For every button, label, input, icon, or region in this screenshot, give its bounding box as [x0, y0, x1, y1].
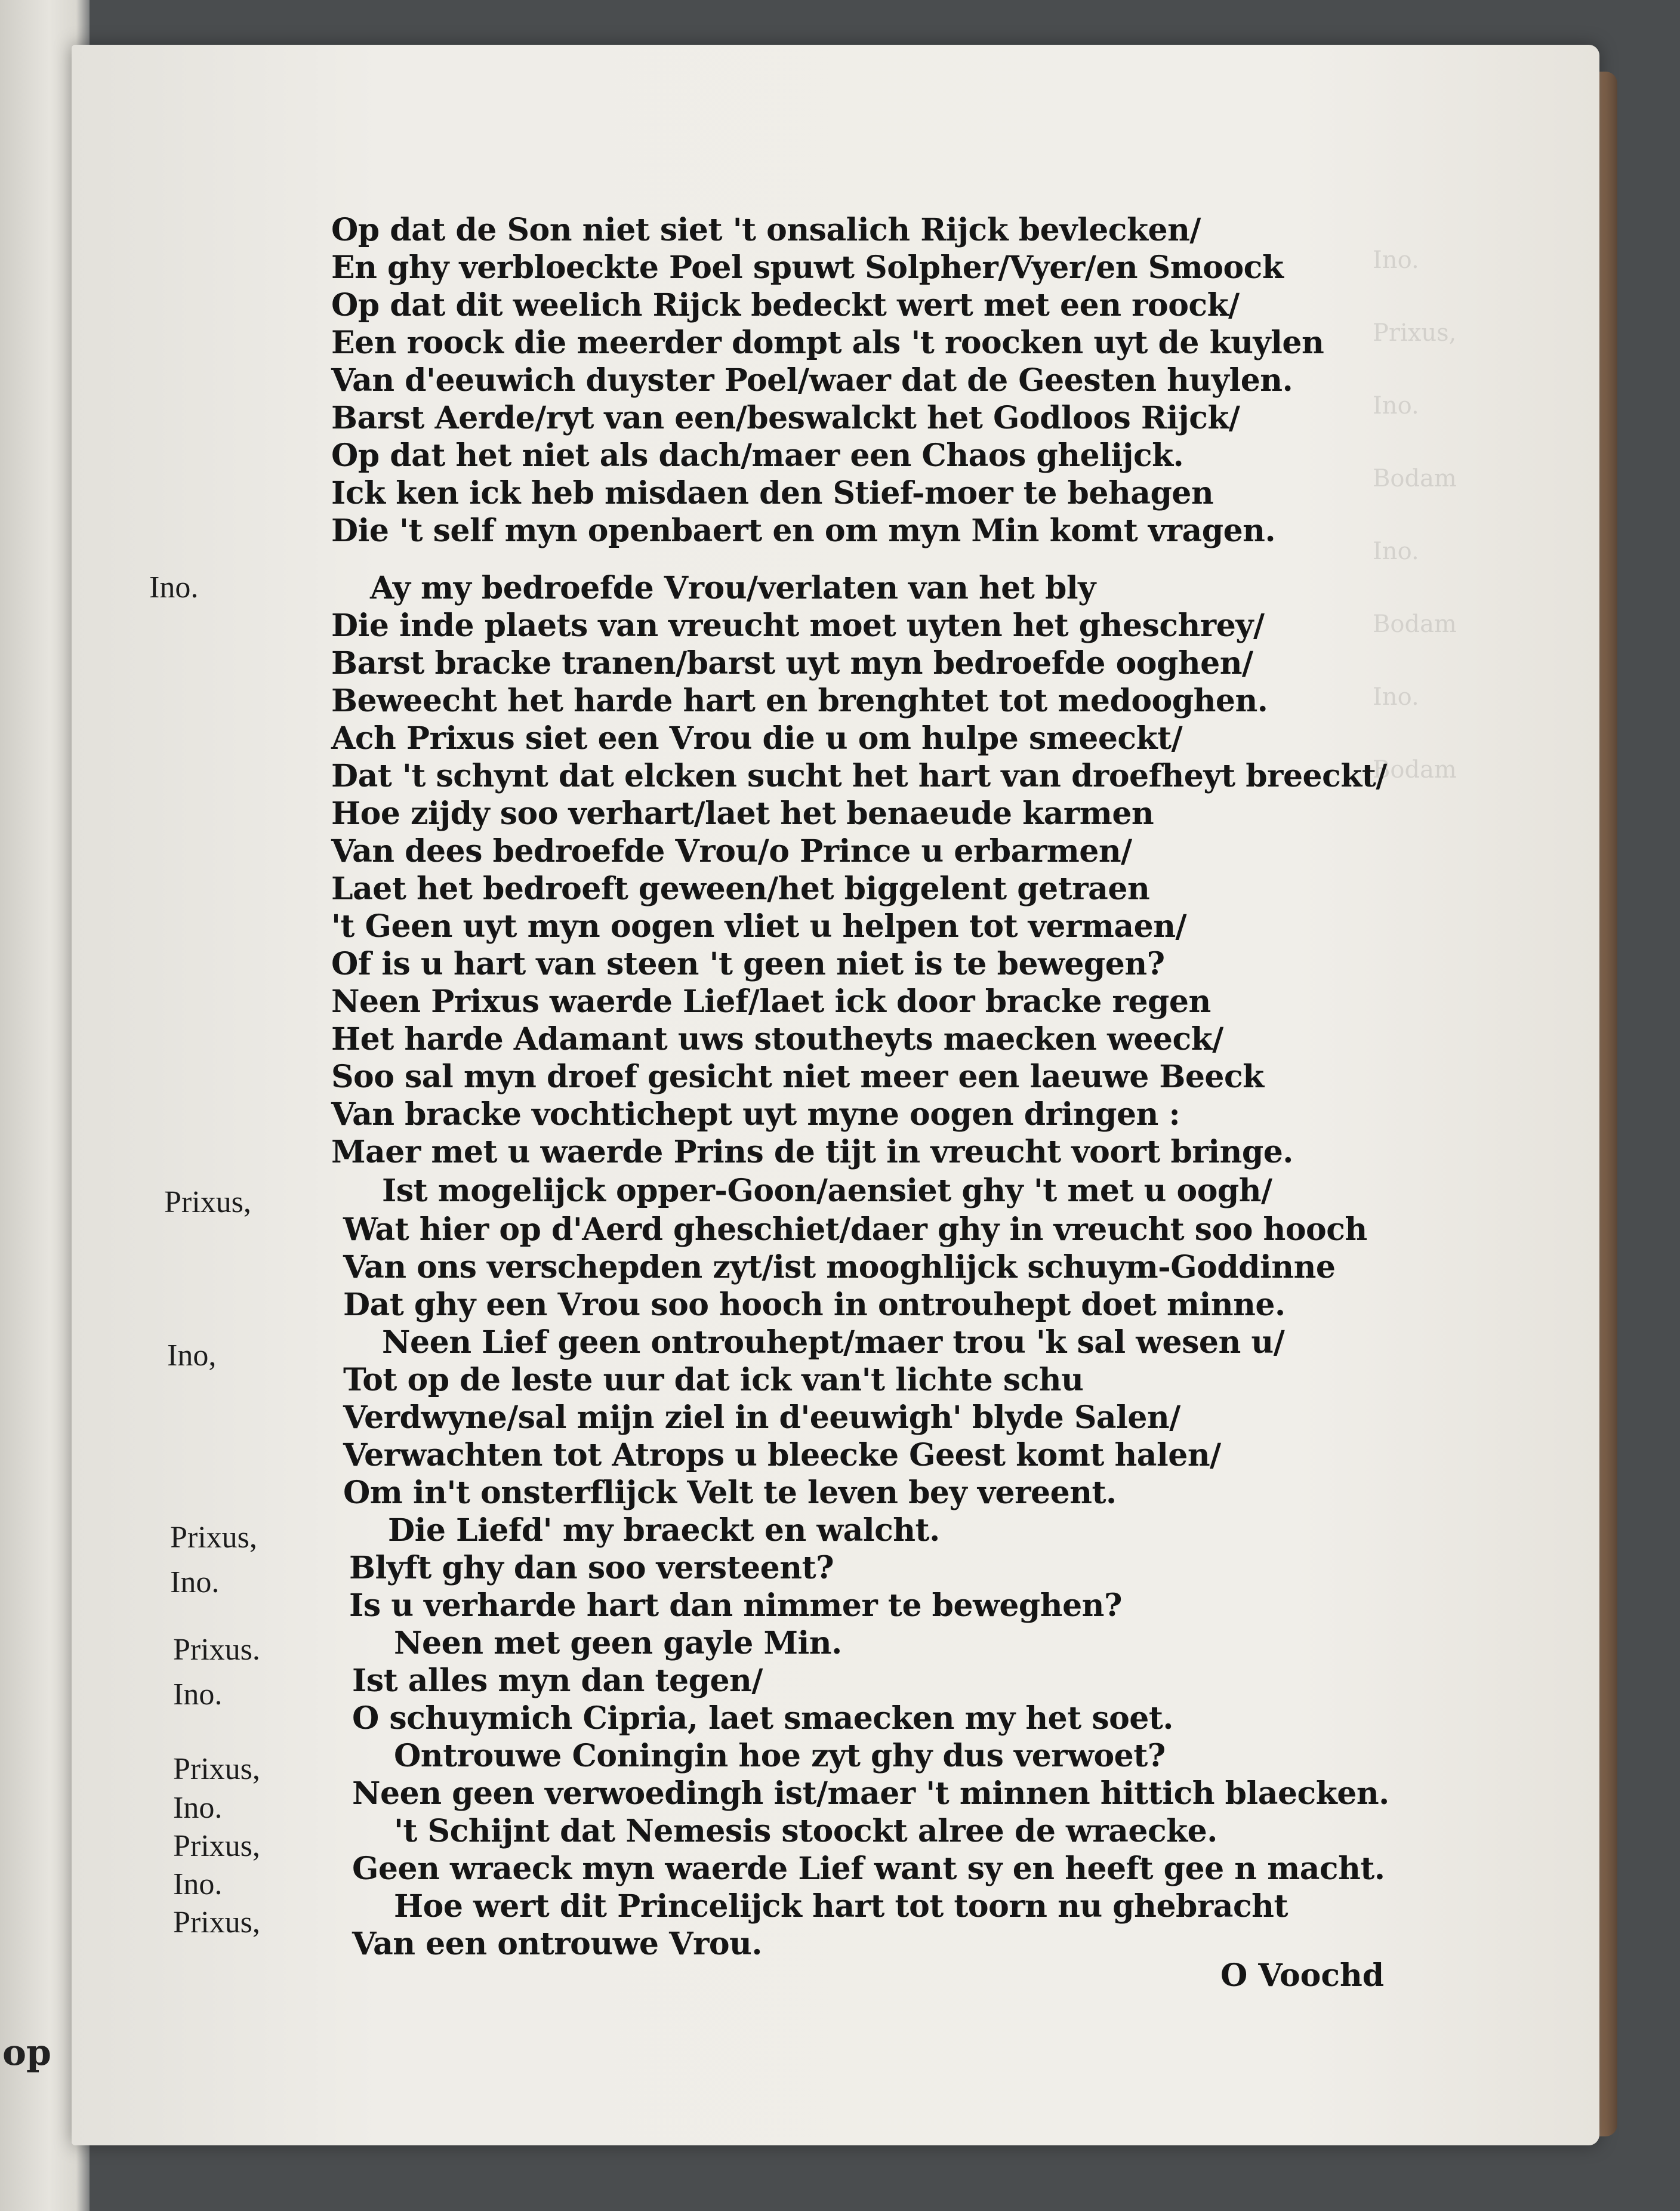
verse-line: Ist alles myn dan tegen/: [352, 1663, 763, 1699]
verse-line: Barst bracke tranen/barst uyt myn bedroefde ooghen/: [331, 645, 1253, 682]
speaker-name: Prixus,: [173, 1829, 260, 1863]
verse-line: En ghy verbloeckte Poel spuwt Solpher/Vyer/en Smoock: [331, 249, 1284, 286]
show-through-line: Ino.: [1373, 538, 1419, 565]
speaker-name: Ino.: [149, 571, 199, 605]
verse-line: Neen geen verwoedingh ist/maer 't minnen hittich blaecken.: [352, 1775, 1389, 1812]
verse-line: Soo sal myn droef gesicht niet meer een laeuwe Beeck: [331, 1059, 1264, 1095]
verse-line: Ontrouwe Coningin hoe zyt ghy dus verwoet?: [394, 1738, 1166, 1774]
verse-line: Wat hier op d'Aerd gheschiet/daer ghy in vreucht soo hooch: [343, 1211, 1367, 1248]
verse-line: Hoe wert dit Princelijck hart tot toorn nu ghebracht: [394, 1888, 1288, 1925]
verse-line: Barst Aerde/ryt van een/beswalckt het Godloos Rijck/: [331, 400, 1240, 436]
speaker-name: Prixus,: [164, 1185, 251, 1219]
verse-line: Ay my bedroefde Vrou/verlaten van het bly: [370, 570, 1096, 606]
verse-line: Tot op de leste uur dat ick van't lichte schu: [343, 1362, 1084, 1398]
show-through-line: Ino.: [1373, 246, 1419, 274]
verse-line: Blyft ghy dan soo versteent?: [349, 1550, 834, 1586]
verse-line: Neen Prixus waerde Lief/laet ick door bracke regen: [331, 983, 1211, 1020]
show-through-line: Prixus,: [1373, 319, 1457, 347]
verse-line: Het harde Adamant uws stoutheyts maecken weeck/: [331, 1021, 1223, 1057]
verse-line: Dat ghy een Vrou soo hooch in ontrouhept doet minne.: [343, 1287, 1286, 1323]
verse-line: Van een ontrouwe Vrou.: [352, 1926, 762, 1962]
speaker-name: Prixus,: [170, 1521, 257, 1555]
verse-line: Neen Lief geen ontrouhept/maer trou 'k sal wesen u/: [382, 1324, 1285, 1361]
speaker-name: Prixus.: [173, 1633, 260, 1667]
verse-line: Beweecht het harde hart en brenghtet tot medooghen.: [331, 683, 1268, 719]
verse-line: Om in't onsterflijck Velt te leven bey vereent.: [343, 1475, 1117, 1511]
verse-line: Ick ken ick heb misdaen den Stief-moer te behagen: [331, 475, 1214, 511]
verse-line: Van ons verschepden zyt/ist mooghlijck schuym-Goddinne: [343, 1249, 1336, 1285]
verse-line: Verwachten tot Atrops u bleecke Geest komt halen/: [343, 1437, 1221, 1473]
verse-line: Of is u hart van steen 't geen niet is te bewegen?: [331, 946, 1165, 982]
verse-line: Op dat de Son niet siet 't onsalich Rijck bevlecken/: [331, 212, 1201, 248]
verse-line: O schuymich Cipria, laet smaecken my het soet.: [352, 1700, 1173, 1737]
speaker-name: Prixus,: [173, 1905, 260, 1939]
catchword: O Voochd: [1220, 1957, 1385, 1994]
show-through-text: [1349, 224, 1576, 2014]
verse-line: Van bracke vochtichept uyt myne oogen dringen :: [331, 1096, 1180, 1133]
verse-line: 't Geen uyt myn oogen vliet u helpen tot vermaen/: [331, 908, 1186, 945]
verse-line: Is u verharde hart dan nimmer te beweghen?: [349, 1587, 1122, 1624]
verse-line: Laet het bedroeft geween/het biggelent getraen: [331, 871, 1150, 907]
verse-line: Van d'eeuwich duyster Poel/waer dat de Geesten huylen.: [331, 362, 1293, 399]
verse-line: Ach Prixus siet een Vrou die u om hulpe smeeckt/: [331, 720, 1183, 757]
show-through-line: Bodam: [1373, 610, 1457, 638]
verse-line: Van dees bedroefde Vrou/o Prince u erbarmen/: [331, 833, 1132, 869]
verse-line: Neen met geen gayle Min.: [394, 1625, 842, 1661]
verse-line: Maer met u waerde Prins de tijt in vreucht voort bringe.: [331, 1134, 1293, 1170]
verse-line: Verdwyne/sal mijn ziel in d'eeuwigh' blyde Salen/: [343, 1399, 1180, 1436]
show-through-line: Ino.: [1373, 392, 1419, 420]
show-through-line: Bodam: [1373, 465, 1457, 492]
verse-line: Op dat het niet als dach/maer een Chaos ghelijck.: [331, 437, 1184, 474]
verse-line: 't Schijnt dat Nemesis stoockt alree de wraecke.: [394, 1813, 1217, 1849]
verse-line: Op dat dit weelich Rijck bedeckt wert met een roock/: [331, 287, 1240, 323]
speaker-name: Ino,: [167, 1339, 217, 1373]
left-page-fragment: op: [2, 2032, 51, 2074]
speaker-name: Ino.: [173, 1677, 223, 1712]
verse-line: Een roock die meerder dompt als 't roocken uyt de kuylen: [331, 325, 1324, 361]
verse-line: Die Liefd' my braeckt en walcht.: [388, 1512, 940, 1549]
verse-line: Die 't self myn openbaert en om myn Min komt vragen.: [331, 513, 1276, 549]
verse-line: Dat 't schynt dat elcken sucht het hart van droefheyt breeckt/: [331, 758, 1387, 794]
speaker-name: Ino.: [170, 1565, 220, 1599]
speaker-name: Ino.: [173, 1867, 223, 1901]
speaker-name: Ino.: [173, 1791, 223, 1825]
show-through-line: Ino.: [1373, 683, 1419, 711]
verse-line: Die inde plaets van vreucht moet uyten het gheschrey/: [331, 608, 1265, 644]
show-through-line: Bodam: [1373, 756, 1457, 784]
speaker-name: Prixus,: [173, 1752, 260, 1786]
verse-line: Ist mogelijck opper-Goon/aensiet ghy 't met u oogh/: [382, 1173, 1272, 1209]
verse-line: Hoe zijdy soo verhart/laet het benaeude karmen: [331, 795, 1154, 832]
verse-line: Geen wraeck myn waerde Lief want sy en heeft gee n macht.: [352, 1851, 1385, 1887]
